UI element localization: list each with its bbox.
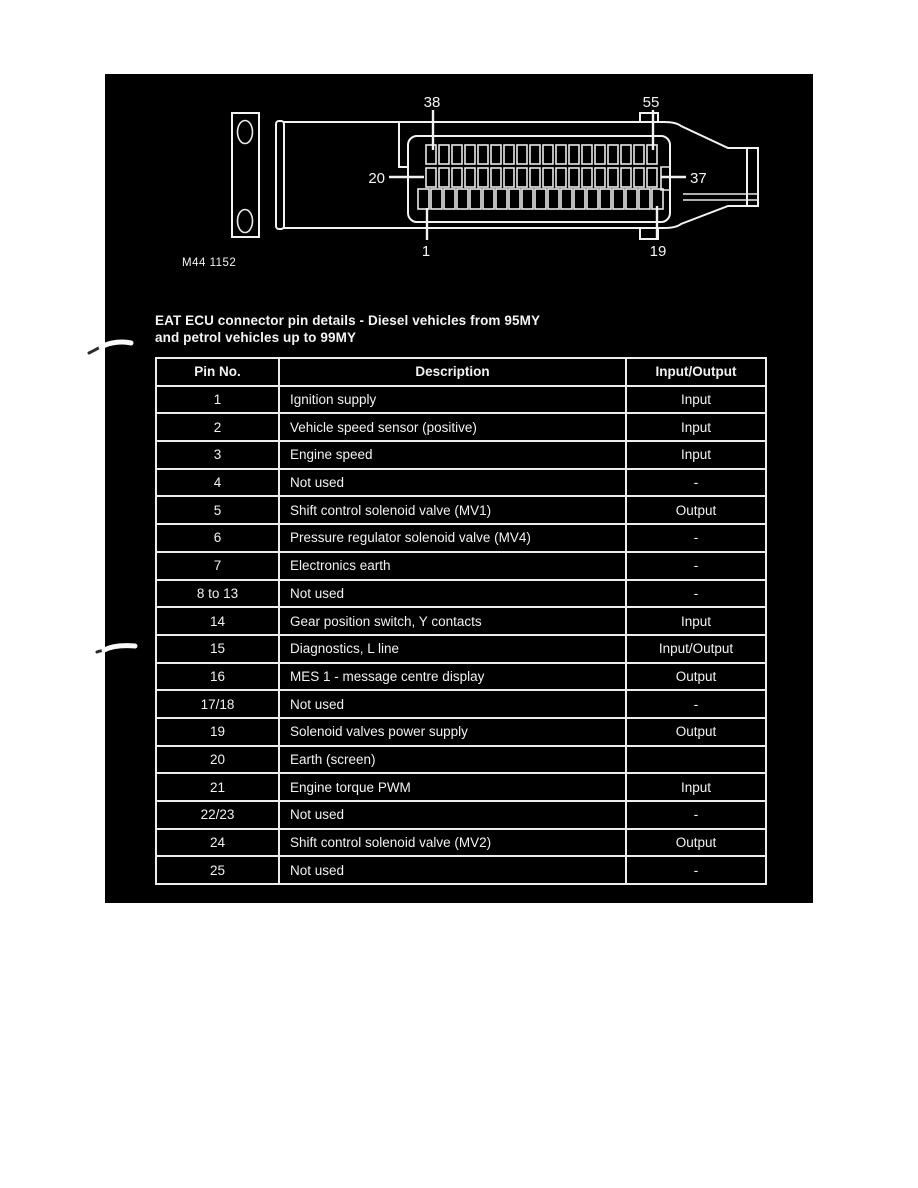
- table-row: [156, 607, 766, 635]
- pin38-label: 38: [423, 94, 441, 111]
- pin-number-cell: 6: [156, 524, 279, 552]
- pin-number-cell: 8 to 13: [156, 580, 279, 608]
- pin-slot: [478, 168, 488, 187]
- ecu-connector-figure: [105, 74, 813, 279]
- column-header-pin-no: Pin No.: [156, 358, 279, 386]
- pin-slot: [457, 189, 468, 209]
- table-row: [156, 635, 766, 663]
- table-row: [156, 552, 766, 580]
- input-output-cell: Output: [626, 496, 766, 524]
- pin-number-cell: 20: [156, 746, 279, 774]
- pin-slot: [535, 189, 546, 209]
- description-cell: Not used: [279, 801, 626, 829]
- table-row: [156, 663, 766, 691]
- pin-table-body: [156, 386, 766, 884]
- input-output-cell: [626, 746, 766, 774]
- pin-slot: [426, 145, 436, 164]
- margin-tick-1-white-dash: [101, 342, 131, 347]
- description-cell: Vehicle speed sensor (positive): [279, 413, 626, 441]
- pin-slot: [569, 168, 579, 187]
- pin-slot: [517, 168, 527, 187]
- input-output-cell: Output: [626, 829, 766, 857]
- pin37-label: 37: [690, 170, 707, 187]
- scan-panel: [105, 74, 813, 903]
- description-cell: Shift control solenoid valve (MV1): [279, 496, 626, 524]
- table-row: [156, 718, 766, 746]
- description-cell: Gear position switch, Y contacts: [279, 607, 626, 635]
- pin-slot: [439, 168, 449, 187]
- pin-number-cell: 21: [156, 773, 279, 801]
- section-title-line-2: and petrol vehicles up to 99MY: [155, 329, 357, 345]
- pin-number-cell: 14: [156, 607, 279, 635]
- section-title: [155, 313, 540, 346]
- description-cell: Engine speed: [279, 441, 626, 469]
- table-row: [156, 801, 766, 829]
- pin-field-left-step: [399, 122, 408, 167]
- pin-slot: [574, 189, 585, 209]
- table-row: [156, 690, 766, 718]
- pin-number-cell: 16: [156, 663, 279, 691]
- pin-slot: [517, 145, 527, 164]
- table-row: [156, 496, 766, 524]
- margin-tick-2: [95, 639, 139, 659]
- table-row: [156, 580, 766, 608]
- flange-hole-bottom: [238, 210, 253, 233]
- table-row: [156, 829, 766, 857]
- seal-ring: [276, 121, 284, 229]
- pin-number-cell: 4: [156, 469, 279, 497]
- pin-slot: [634, 168, 644, 187]
- pin-slot: [613, 189, 624, 209]
- column-header-description: Description: [279, 358, 626, 386]
- pin-number-cell: 5: [156, 496, 279, 524]
- description-cell: Not used: [279, 580, 626, 608]
- pin-slot: [543, 168, 553, 187]
- pin-slot: [439, 145, 449, 164]
- table-row: [156, 773, 766, 801]
- pin-slot: [522, 189, 533, 209]
- pin-number-cell: 1: [156, 386, 279, 414]
- description-cell: Diagnostics, L line: [279, 635, 626, 663]
- pin-slot: [621, 145, 631, 164]
- table-row: [156, 441, 766, 469]
- pin-number-cell: 25: [156, 856, 279, 884]
- pin-slot: [608, 168, 618, 187]
- input-output-cell: Input/Output: [626, 635, 766, 663]
- pin-slot: [639, 189, 650, 209]
- pin-slot: [491, 145, 501, 164]
- pin19-label: 19: [649, 243, 667, 260]
- pin-slot: [509, 189, 520, 209]
- table-row: [156, 413, 766, 441]
- pin-slot: [452, 168, 462, 187]
- pin-slot: [426, 168, 436, 187]
- pin-slot: [478, 145, 488, 164]
- pin-details-table: [155, 357, 767, 885]
- pin-slot: [431, 189, 442, 209]
- flange-hole-top: [238, 121, 253, 144]
- pin-slot: [504, 145, 514, 164]
- pin-slot: [626, 189, 637, 209]
- right-end-block: [747, 148, 758, 206]
- pin-slot: [543, 145, 553, 164]
- pin-number-cell: 2: [156, 413, 279, 441]
- top-tab: [640, 113, 658, 122]
- pin-slot: [470, 189, 481, 209]
- pin-number-cell: 3: [156, 441, 279, 469]
- input-output-cell: -: [626, 580, 766, 608]
- figure-caption: M44 1152: [182, 257, 237, 269]
- pin-slot: [600, 189, 611, 209]
- pin55-label: 55: [642, 94, 660, 111]
- description-cell: Not used: [279, 856, 626, 884]
- table-row: [156, 524, 766, 552]
- pin-slot: [621, 168, 631, 187]
- pin-slot: [418, 189, 429, 209]
- pin-slot: [569, 145, 579, 164]
- table-row: [156, 746, 766, 774]
- pin-row-top: [426, 145, 657, 164]
- table-row: [156, 386, 766, 414]
- pin-number-cell: 17/18: [156, 690, 279, 718]
- input-output-cell: -: [626, 801, 766, 829]
- margin-tick-1: [86, 335, 136, 359]
- section-title-line-1: EAT ECU connector pin details - Diesel vehicles from 95MY: [155, 313, 541, 328]
- pin-slot: [595, 145, 605, 164]
- margin-tick-2-white-dash: [104, 646, 135, 650]
- pin-slot: [504, 168, 514, 187]
- input-output-cell: -: [626, 856, 766, 884]
- input-output-cell: Input: [626, 441, 766, 469]
- table-row: [156, 469, 766, 497]
- input-output-cell: -: [626, 524, 766, 552]
- pin-slot: [582, 145, 592, 164]
- pin-slot: [582, 168, 592, 187]
- pin-slot: [548, 189, 559, 209]
- description-cell: Ignition supply: [279, 386, 626, 414]
- input-output-cell: Input: [626, 386, 766, 414]
- input-output-cell: Input: [626, 773, 766, 801]
- bottom-tab: [640, 228, 658, 239]
- description-cell: Not used: [279, 690, 626, 718]
- input-output-cell: -: [626, 690, 766, 718]
- input-output-cell: Output: [626, 718, 766, 746]
- pin-slot: [530, 168, 540, 187]
- pin-slot: [634, 145, 644, 164]
- pin-number-cell: 22/23: [156, 801, 279, 829]
- pin-slot: [608, 145, 618, 164]
- description-cell: Electronics earth: [279, 552, 626, 580]
- pin-slot: [595, 168, 605, 187]
- pin20-label: 20: [368, 170, 385, 187]
- description-cell: Solenoid valves power supply: [279, 718, 626, 746]
- description-cell: Shift control solenoid valve (MV2): [279, 829, 626, 857]
- description-cell: Pressure regulator solenoid valve (MV4): [279, 524, 626, 552]
- input-output-cell: -: [626, 469, 766, 497]
- pin-slot: [465, 168, 475, 187]
- input-output-cell: -: [626, 552, 766, 580]
- pin-number-cell: 19: [156, 718, 279, 746]
- pin-slot: [465, 145, 475, 164]
- input-output-cell: Input: [626, 413, 766, 441]
- pin-number-cell: 24: [156, 829, 279, 857]
- pin-slot: [647, 168, 657, 187]
- description-cell: MES 1 - message centre display: [279, 663, 626, 691]
- pin-slot: [556, 145, 566, 164]
- pin-number-cell: 15: [156, 635, 279, 663]
- table-row: [156, 856, 766, 884]
- flange-outline: [232, 113, 259, 237]
- column-header-input-output: Input/Output: [626, 358, 766, 386]
- pin-slot: [444, 189, 455, 209]
- pin-slot: [587, 189, 598, 209]
- description-cell: Earth (screen): [279, 746, 626, 774]
- description-cell: Engine torque PWM: [279, 773, 626, 801]
- pin-slot: [483, 189, 494, 209]
- pin-slot: [496, 189, 507, 209]
- pin-slot: [556, 168, 566, 187]
- input-output-cell: Input: [626, 607, 766, 635]
- pin-slot: [561, 189, 572, 209]
- pin-row-middle: [426, 168, 657, 187]
- pin-number-cell: 7: [156, 552, 279, 580]
- pin-slot: [491, 168, 501, 187]
- pin-slot: [530, 145, 540, 164]
- pin1-label: 1: [421, 243, 431, 260]
- pin-row-bottom: [418, 189, 663, 209]
- input-output-cell: Output: [626, 663, 766, 691]
- table-header-row: [156, 358, 766, 386]
- pin-slot: [452, 145, 462, 164]
- description-cell: Not used: [279, 469, 626, 497]
